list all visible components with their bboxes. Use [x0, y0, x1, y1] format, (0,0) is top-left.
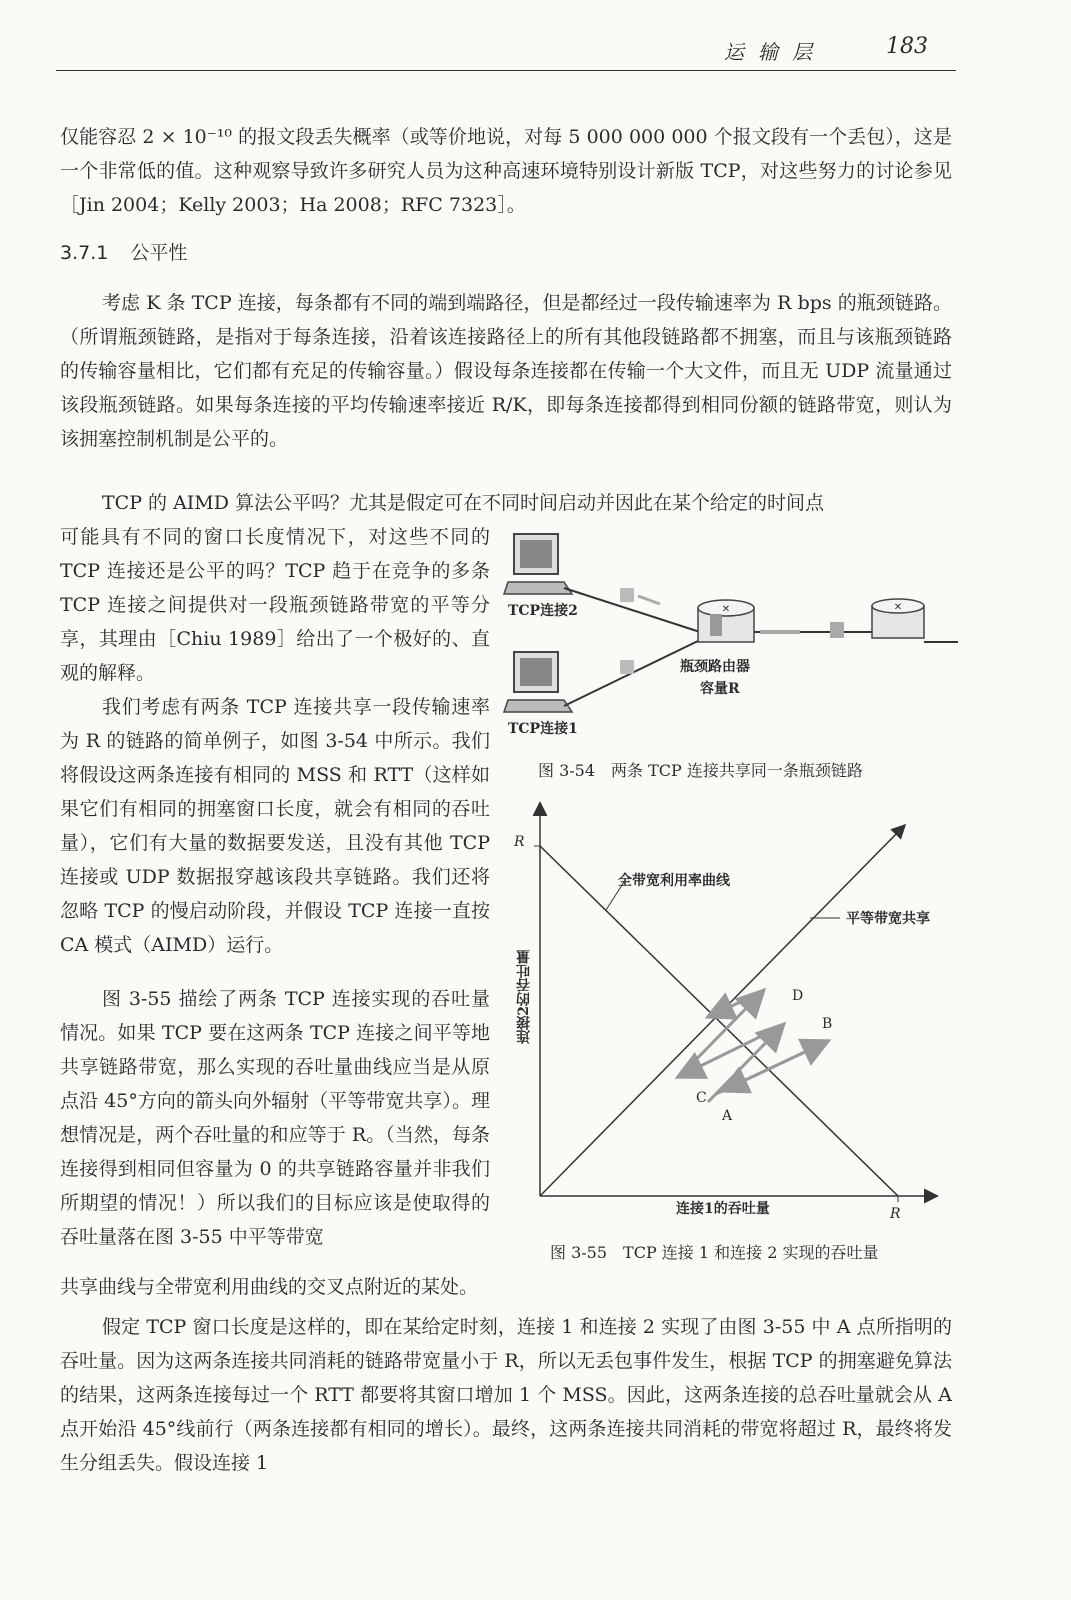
figure-3-54: [500, 522, 960, 812]
x-tick-r: R: [890, 1206, 901, 1222]
figure-caption: 图 3-55 TCP 连接 1 和连接 2 实现的吞吐量: [550, 1243, 879, 1262]
svg-text:✕: ✕: [721, 604, 731, 615]
point-d: D: [792, 988, 804, 1004]
point-a: A: [722, 1108, 733, 1124]
router-icon: [698, 600, 754, 642]
router-icon: [872, 599, 924, 638]
x-axis-label: 连接1的吞吐量: [676, 1201, 770, 1217]
paragraph-3-line1: TCP 的 AIMD 算法公平吗？尤其是假定可在不同时间启动并因此在某个给定的时间点: [102, 492, 825, 514]
packet-icon: [620, 660, 634, 674]
page-header: [56, 30, 956, 71]
figure-3-55: [500, 790, 970, 1280]
paragraph-5-end: 共享曲线与全带宽利用曲线的交叉点附近的某处。: [60, 1276, 479, 1298]
svg-text:✕: ✕: [893, 602, 903, 613]
y-axis-label: 连接2的吞吐量: [516, 950, 532, 1044]
label-full-utilization: 全带宽利用率曲线: [618, 873, 730, 889]
full-utilization-line: [540, 846, 898, 1196]
paragraph-4: 我们考虑有两条 TCP 连接共享一段传输速率为 R 的链路的简单例子，如图 3-54 中所示。我们将假设这两条连接有相同的 MSS 和 RTT（这样如果它们有相同的拥塞窗口长度，就会有相同的吞吐量），它们有大量的数据要发送，且没有其他 TCP 连接或 UDP 数据报穿越该段共享链路。我们还将忽略 TCP 的慢启动阶段，并假设 TCP 连接一直按 CA 模式（AIMD）运行。: [60, 696, 490, 956]
computer-1-icon: [504, 640, 700, 712]
label-tcp-conn-2: TCP连接2: [508, 603, 578, 619]
paragraph-2: 考虑 K 条 TCP 连接，每条都有不同的端到端路径，但是都经过一段传输速率为 R bps 的瓶颈链路。（所谓瓶颈链路，是指对于每条连接，沿着该连接路径上的所有其他段链路都不拥塞，而且与该瓶颈链路的传输容量相比，它们都有充足的传输容量。）假设每条连接都在传输一个大文件，而且无 UDP 流量通过该段瓶颈链路。如果每条连接的平均传输速率接近 R/K，即每条连接都得到相同份额的链路带宽，则认为该拥塞控制机制是公平的。: [60, 292, 952, 450]
paragraph-6: 假定 TCP 窗口长度是这样的，即在某给定时刻，连接 1 和连接 2 实现了由图 3-55 中 A 点所指明的吞吐量。因为这两条连接共同消耗的链路带宽量小于 R，所以无丢包事件发生，根据 TCP 的拥塞避免算法的结果，这两条连接每过一个 RTT 都要将其窗口增加 1 个 MSS。因此，这两条连接的总吞吐量就会从 A 点开始沿 45°线前行（两条连接都有相同的增长）。最终，这两条连接共同消耗的带宽将超过 R，最终将发生分组丢失。假设连接 1: [60, 1316, 952, 1474]
packet-icon: [620, 588, 634, 602]
point-b: B: [822, 1016, 833, 1032]
page-number: 183: [886, 34, 928, 59]
label-capacity: 容量R: [700, 681, 740, 697]
chapter-title: 运输层: [724, 40, 826, 64]
paragraph-3: 可能具有不同的窗口长度情况下，对这些不同的 TCP 连接还是公平的吗？TCP 趋于在竞争的多条 TCP 连接之间提供对一段瓶颈链路带宽的平等分享，其理由［Chiu 1989］给出了一个极好的、直观的解释。: [60, 526, 490, 684]
point-c: C: [696, 1090, 707, 1106]
figure-caption: 图 3-54 两条 TCP 连接共享同一条瓶颈链路: [538, 761, 863, 780]
label-tcp-conn-1: TCP连接1: [508, 721, 578, 737]
section-number: 3.7.1: [60, 242, 109, 264]
paragraph-1: 仅能容忍 2 × 10⁻¹⁰ 的报文段丢失概率（或等价地说，对每 5 000 000 000 个报文段有一个丢包），这是一个非常低的值。这种观察导致许多研究人员为这种高速环境特别设计新版 TCP，对这些努力的讨论参见［Jin 2004；Kelly 2003；Ha 2008；RFC 7323］。: [60, 126, 952, 216]
section-title: 公平性: [130, 242, 188, 264]
paragraph-5: 图 3-55 描绘了两条 TCP 连接实现的吞吐量情况。如果 TCP 要在这两条 TCP 连接之间平等地共享链路带宽，那么实现的吞吐量曲线应当是从原点沿 45°方向的箭头向外辐射（平等带宽共享）。理想情况是，两个吞吐量的和应等于 R。（当然，每条连接得到相同但容量为 0 的共享链路容量并非我们所期望的情况！）所以我们的目标应该是使取得的吞吐量落在图 3-55 中平等带宽: [60, 988, 490, 1248]
packet-icon: [830, 622, 844, 638]
sawtooth-arrows: [680, 992, 826, 1102]
y-tick-r: R: [514, 834, 525, 850]
label-router: 瓶颈路由器: [680, 659, 750, 675]
label-equal-share: 平等带宽共享: [846, 911, 930, 927]
section-heading: [60, 238, 187, 265]
throughput-plot: [500, 790, 970, 1230]
